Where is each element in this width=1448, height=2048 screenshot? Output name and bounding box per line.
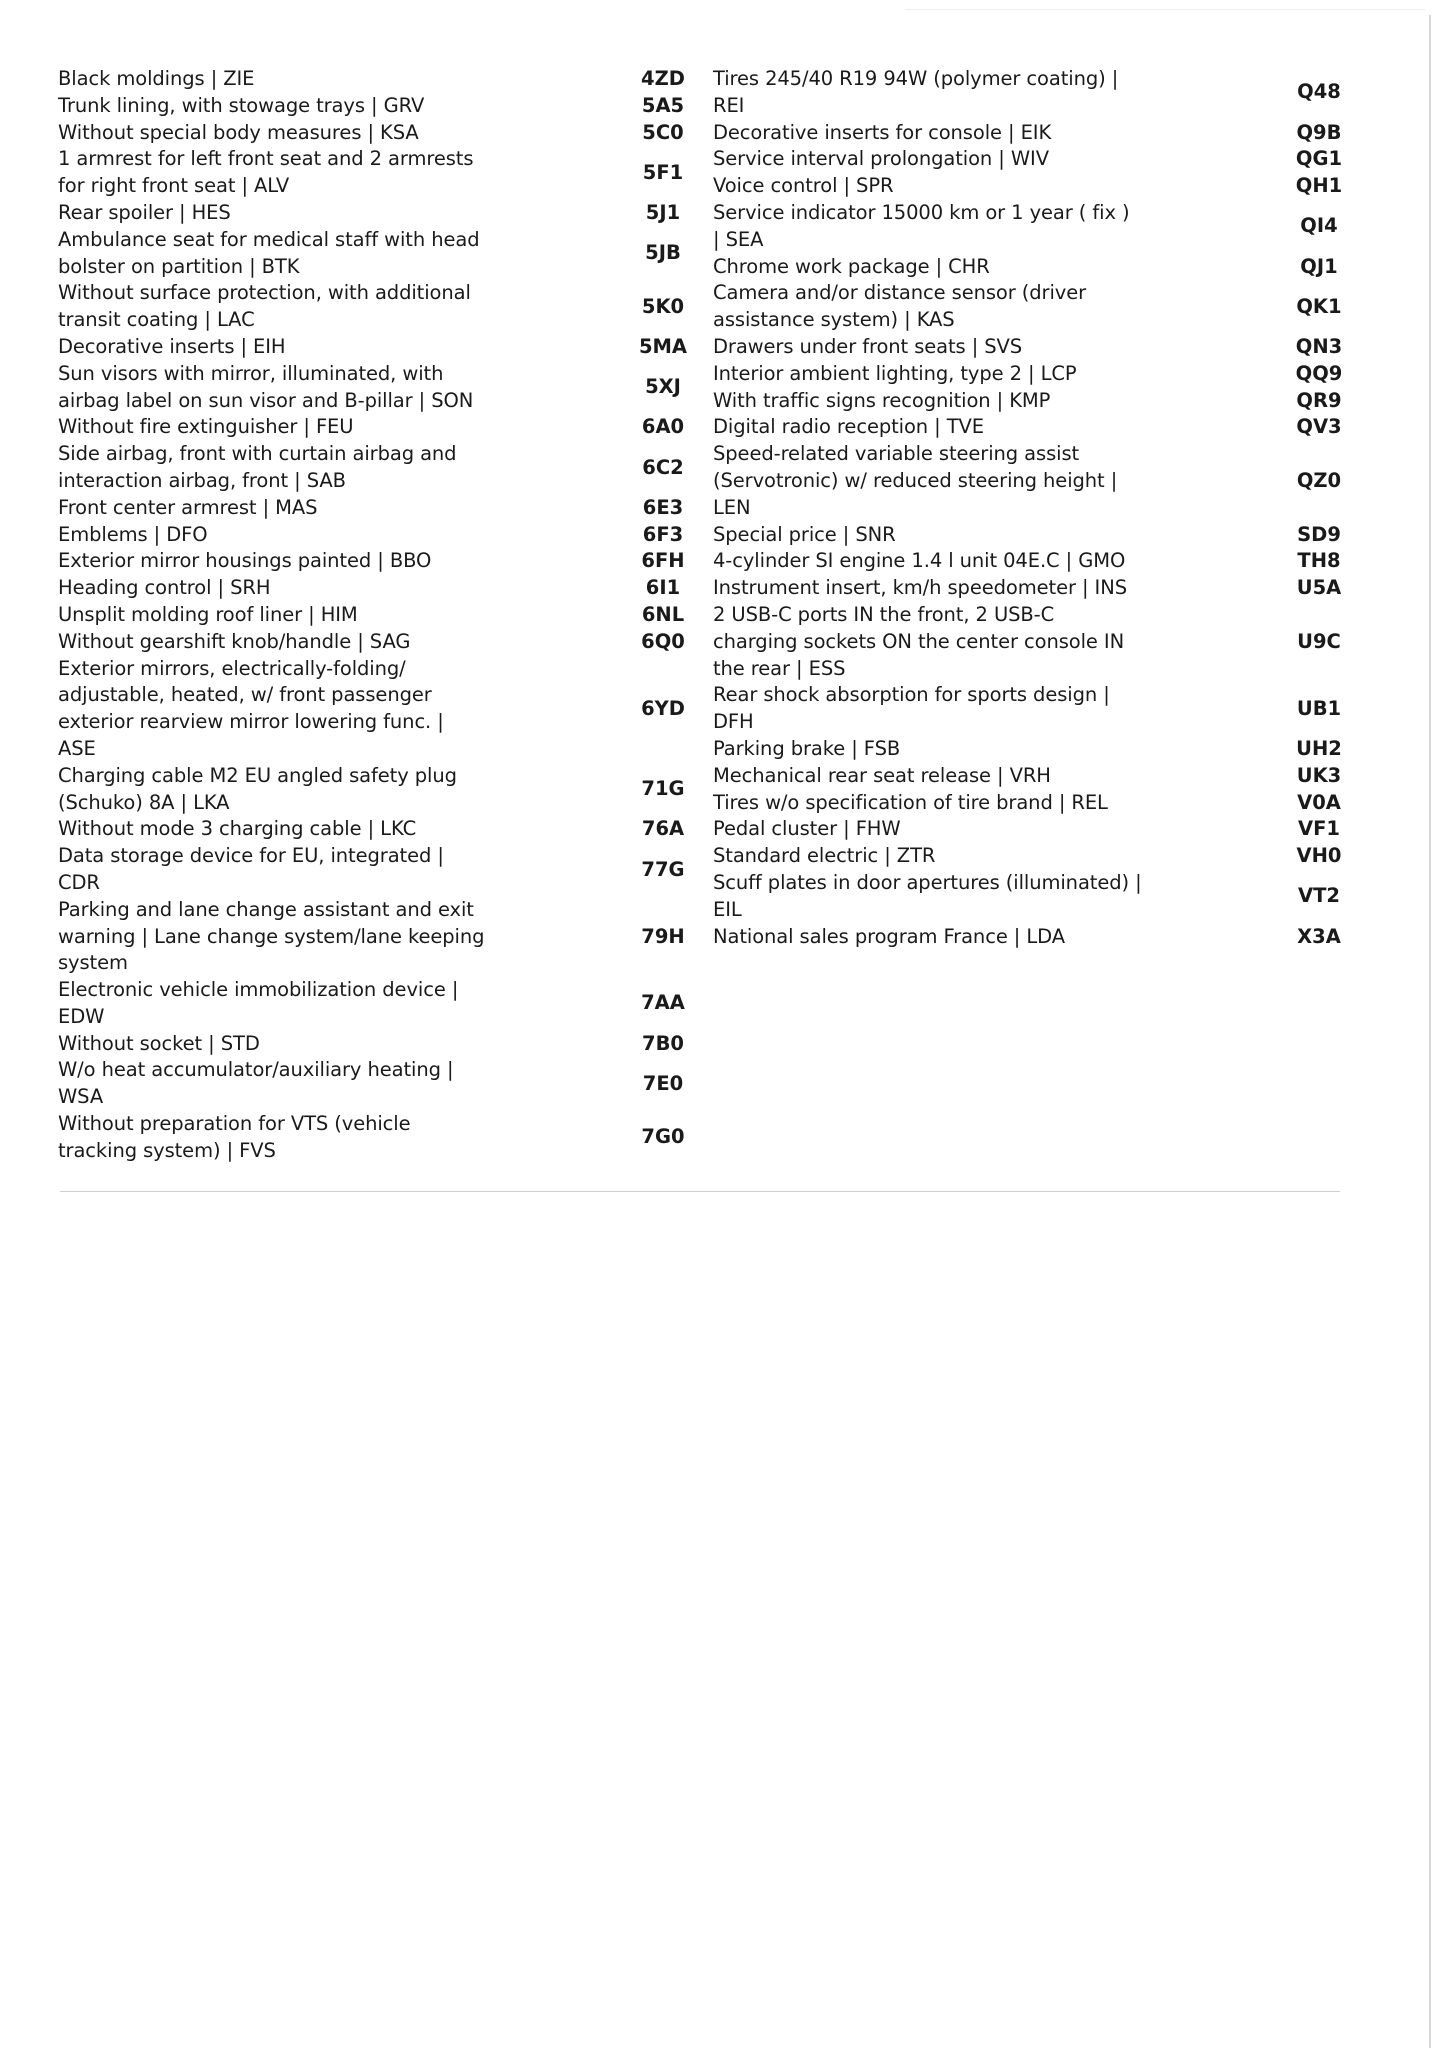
option-code: 7E0 xyxy=(642,1071,684,1095)
option-description: With traffic signs recognition | KMP xyxy=(713,388,1051,412)
option-description: W/o heat accumulator/auxiliary heating | WSA xyxy=(58,1058,454,1109)
option-row xyxy=(58,93,698,120)
option-description: Speed-related variable steering assist (Servotronic) w/ reduced steering height | LEN xyxy=(713,442,1118,519)
option-code: UB1 xyxy=(1296,696,1342,720)
option-row xyxy=(713,254,1363,281)
option-code: 71G xyxy=(641,777,685,801)
option-code: 77G xyxy=(641,857,685,881)
option-description: Without fire extinguisher | FEU xyxy=(58,415,354,439)
option-description: Special price | SNR xyxy=(713,522,896,546)
option-row xyxy=(58,441,698,495)
option-code: QN3 xyxy=(1295,334,1343,358)
option-row xyxy=(58,495,698,522)
option-description: Without gearshift knob/handle | SAG xyxy=(58,629,411,653)
option-row xyxy=(58,200,698,227)
option-code: TH8 xyxy=(1297,549,1341,573)
option-description: Mechanical rear seat release | VRH xyxy=(713,763,1051,787)
option-description: Emblems | DFO xyxy=(58,522,208,546)
option-description: Camera and/or distance sensor (driver assistance system) | KAS xyxy=(713,281,1087,332)
option-row xyxy=(713,334,1363,361)
option-code: 76A xyxy=(641,817,685,841)
option-code: X3A xyxy=(1297,924,1341,948)
option-description: Parking brake | FSB xyxy=(713,736,901,760)
option-row xyxy=(713,870,1363,924)
option-row xyxy=(58,120,698,147)
option-code: 6I1 xyxy=(645,576,681,600)
option-row xyxy=(58,146,698,200)
option-code: QQ9 xyxy=(1295,361,1343,385)
option-description: Electronic vehicle immobilization device | EDW xyxy=(58,978,459,1028)
option-code: QR9 xyxy=(1296,388,1342,412)
option-code: UH2 xyxy=(1296,736,1342,760)
option-description: Charging cable M2 EU angled safety plug (Schuko) 8A | LKA xyxy=(58,763,457,814)
option-code: QI4 xyxy=(1300,214,1338,238)
options-column-left xyxy=(58,66,698,1165)
option-description: Tires 245/40 R19 94W (polymer coating) | REI xyxy=(713,67,1119,117)
option-code: U9C xyxy=(1297,629,1341,653)
option-code: 5XJ xyxy=(645,375,681,399)
option-row xyxy=(713,763,1363,790)
option-description: Voice control | SPR xyxy=(713,174,894,198)
option-description: Ambulance seat for medical staff with head bolster on partition | BTK xyxy=(58,227,480,278)
option-row xyxy=(58,656,698,763)
option-row xyxy=(58,66,698,93)
option-code: 6E3 xyxy=(642,495,684,519)
option-row xyxy=(58,575,698,602)
option-row xyxy=(58,334,698,361)
option-row xyxy=(713,66,1363,120)
option-description: Parking and lane change assistant and exit warning | Lane change system/lane keeping system xyxy=(58,897,485,975)
option-code: 5K0 xyxy=(641,294,685,318)
option-row xyxy=(713,361,1363,388)
section-divider xyxy=(60,1191,1340,1192)
option-row xyxy=(58,414,698,441)
option-row xyxy=(58,1057,698,1111)
option-description: Service interval prolongation | WIV xyxy=(713,147,1049,171)
option-description: Decorative inserts for console | EIK xyxy=(713,120,1052,144)
option-description: Trunk lining, with stowage trays | GRV xyxy=(58,93,425,117)
option-description: Sun visors with mirror, illuminated, with airbag label on sun visor and B-pillar | SON xyxy=(58,361,474,412)
option-row xyxy=(713,414,1363,441)
option-description: Tires w/o specification of tire brand | REL xyxy=(713,790,1108,814)
option-row xyxy=(58,1031,698,1058)
option-description: National sales program France | LDA xyxy=(713,924,1065,948)
option-description: Service indicator 15000 km or 1 year ( fix ) | SEA xyxy=(713,200,1130,251)
option-row xyxy=(713,522,1363,549)
option-description: Without preparation for VTS (vehicle tracking system) | FVS xyxy=(58,1112,411,1162)
option-row xyxy=(58,763,698,817)
option-code: Q48 xyxy=(1297,80,1341,104)
option-description: Heading control | SRH xyxy=(58,576,271,600)
option-description: Instrument insert, km/h speedometer | INS xyxy=(713,576,1127,600)
option-row xyxy=(713,280,1363,334)
option-code: U5A xyxy=(1296,576,1342,600)
option-code: V0A xyxy=(1297,790,1341,814)
option-description: Black moldings | ZIE xyxy=(58,67,255,90)
option-row xyxy=(713,173,1363,200)
option-code: UK3 xyxy=(1296,763,1342,787)
option-row xyxy=(713,924,1363,951)
option-code: QZ0 xyxy=(1296,468,1342,492)
option-code: 6YD xyxy=(641,696,685,720)
option-code: QJ1 xyxy=(1300,254,1338,278)
option-code: 6F3 xyxy=(642,522,684,546)
option-code: 5A5 xyxy=(641,93,685,117)
option-code: 6Q0 xyxy=(641,629,685,653)
option-description: Without surface protection, with additional transit coating | LAC xyxy=(58,281,471,332)
option-row xyxy=(713,843,1363,870)
option-code: 7AA xyxy=(641,991,685,1015)
option-code: 6NL xyxy=(641,602,685,626)
option-code: VT2 xyxy=(1298,884,1340,908)
option-row xyxy=(713,120,1363,147)
option-code: Q9B xyxy=(1296,120,1342,144)
option-row xyxy=(713,790,1363,817)
option-code: 6A0 xyxy=(641,415,685,439)
option-code: 4ZD xyxy=(641,67,685,90)
option-row xyxy=(58,1111,698,1165)
option-code: 5J1 xyxy=(645,200,681,224)
option-row xyxy=(58,977,698,1031)
option-description: Exterior mirror housings painted | BBO xyxy=(58,549,432,573)
option-row xyxy=(58,602,698,629)
option-description: Without mode 3 charging cable | LKC xyxy=(58,817,417,841)
option-row xyxy=(58,227,698,281)
option-row xyxy=(58,522,698,549)
option-description: Without special body measures | KSA xyxy=(58,120,419,144)
option-code: 6FH xyxy=(641,549,685,573)
option-row xyxy=(713,736,1363,763)
option-row xyxy=(58,843,698,897)
option-row xyxy=(713,548,1363,575)
option-code: QK1 xyxy=(1296,294,1342,318)
option-description: 2 USB-C ports IN the front, 2 USB-C charging sockets ON the center console IN the rear | ESS xyxy=(713,602,1125,680)
options-column-right xyxy=(713,66,1363,950)
option-description: Rear shock absorption for sports design | DFH xyxy=(713,683,1110,734)
option-code: 6C2 xyxy=(642,455,684,479)
option-description: Unsplit molding roof liner | HIM xyxy=(58,602,358,626)
option-row xyxy=(58,816,698,843)
option-description: Interior ambient lighting, type 2 | LCP xyxy=(713,361,1077,385)
option-description: Data storage device for EU, integrated | CDR xyxy=(58,844,444,894)
option-row xyxy=(58,897,698,977)
option-row xyxy=(713,816,1363,843)
option-row xyxy=(58,548,698,575)
option-description: Exterior mirrors, electrically-folding/ adjustable, heated, w/ front passenger exterior rearview mirror lowering func. | ASE xyxy=(58,656,444,760)
option-code: VF1 xyxy=(1298,817,1340,841)
option-description: Without socket | STD xyxy=(58,1031,260,1055)
option-code: 5JB xyxy=(645,241,681,265)
scan-right-edge xyxy=(1429,15,1431,2048)
option-code: QG1 xyxy=(1295,147,1343,171)
option-code: 79H xyxy=(641,924,685,948)
option-code: 7G0 xyxy=(641,1125,685,1149)
option-description: Decorative inserts | EIH xyxy=(58,334,286,358)
option-code: QH1 xyxy=(1295,174,1343,198)
option-code: 5C0 xyxy=(642,120,684,144)
option-code: SD9 xyxy=(1297,522,1341,546)
option-description: Side airbag, front with curtain airbag and interaction airbag, front | SAB xyxy=(58,442,457,492)
option-code: 7B0 xyxy=(642,1031,684,1055)
option-row xyxy=(713,146,1363,173)
option-description: 4-cylinder SI engine 1.4 l unit 04E.C | GMO xyxy=(713,549,1126,573)
option-description: Standard electric | ZTR xyxy=(713,844,936,868)
option-description: Scuff plates in door apertures (illuminated) | EIL xyxy=(713,870,1142,921)
option-row xyxy=(713,575,1363,602)
option-row xyxy=(58,280,698,334)
option-description: Chrome work package | CHR xyxy=(713,254,990,278)
option-description: Digital radio reception | TVE xyxy=(713,415,985,439)
option-code: 5F1 xyxy=(642,160,684,184)
option-row xyxy=(713,200,1363,254)
option-row xyxy=(713,441,1363,521)
option-code: VH0 xyxy=(1296,844,1342,868)
option-description: Pedal cluster | FHW xyxy=(713,817,901,841)
option-description: Drawers under front seats | SVS xyxy=(713,334,1023,358)
option-code: QV3 xyxy=(1296,415,1342,439)
option-code: 5MA xyxy=(638,334,688,358)
scan-top-edge xyxy=(905,9,1425,10)
option-row xyxy=(58,629,698,656)
option-row xyxy=(713,388,1363,415)
option-row xyxy=(713,602,1363,682)
option-description: Rear spoiler | HES xyxy=(58,200,231,224)
option-row xyxy=(58,361,698,415)
option-row xyxy=(713,682,1363,736)
option-description: Front center armrest | MAS xyxy=(58,495,318,519)
option-description: 1 armrest for left front seat and 2 armrests for right front seat | ALV xyxy=(58,147,474,198)
